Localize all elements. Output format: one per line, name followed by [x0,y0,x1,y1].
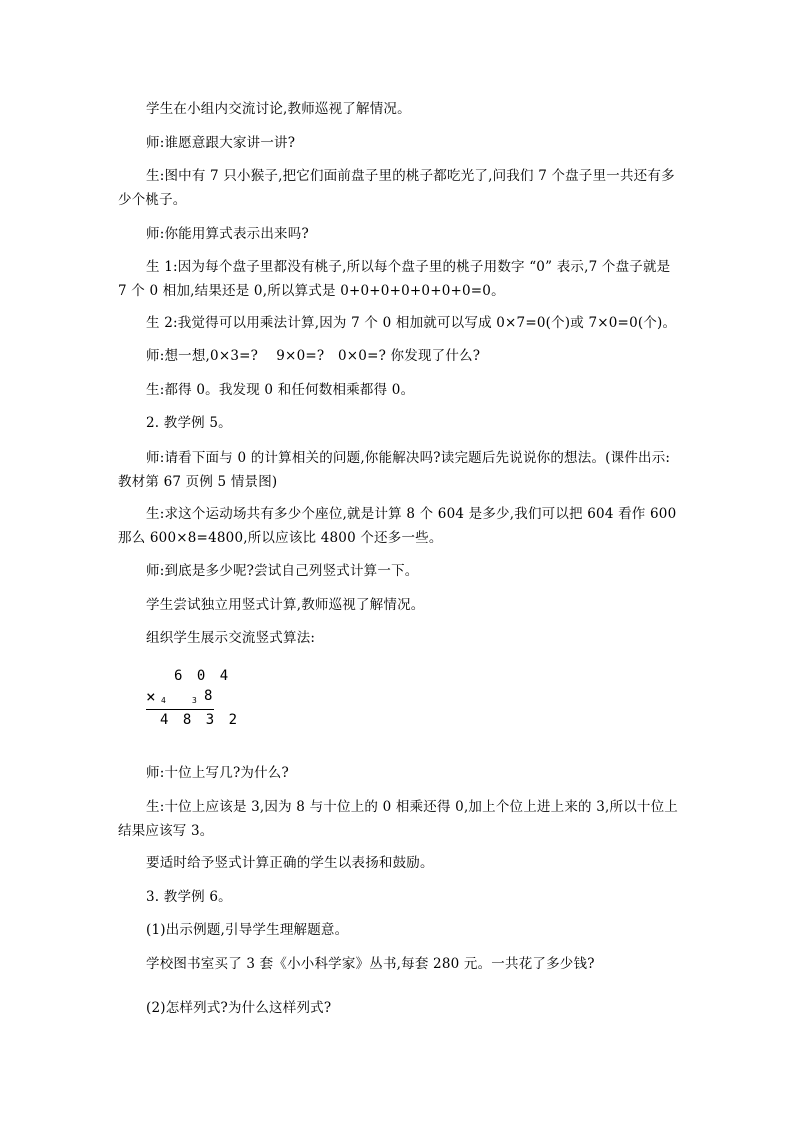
paragraph: (1)出示例题,引导学生理解题意。 [146,922,349,938]
paragraph: 生:图中有 7 只小猴子,把它们面前盘子里的桃子都吃光了,问我们 7 个盘子里一共还有多少个桃子。 [118,168,675,208]
carry-digit: 4 [161,696,166,705]
paragraph: 学生尝试独立用竖式计算,教师巡视了解情况。 [146,597,425,613]
paragraph: 要适时给予竖式计算正确的学生以表扬和鼓励。 [146,855,434,871]
product: 4 8 3 2 [160,712,241,728]
vertical-multiplication [146,668,241,732]
paragraph: 师:十位上写几?为什么? [146,765,289,781]
paragraph: 师:想一想,0×3=? 9×0=? 0×0=? 你发现了什么? [146,348,481,364]
paragraph: 学校图书室买了 3 套《小小科学家》丛书,每套 280 元。一共花了多少钱? [146,956,595,972]
section-heading: 2. 教学例 5。 [146,415,232,431]
paragraph: 组织学生展示交流竖式算法: [146,630,316,646]
paragraph: (2)怎样列式?为什么这样列式? [146,1000,332,1016]
paragraph: 师:请看下面与 0 的计算相关的问题,你能解决吗?读完题后先说说你的想法。(课件出示:教材第 67 页例 5 情景图) [118,450,671,490]
carry-digit: 3 [192,696,197,705]
paragraph: 生:都得 0。我发现 0 和任何数相乘都得 0。 [146,382,415,398]
paragraph: 师:到底是多少呢?尝试自己列竖式计算一下。 [146,563,419,579]
paragraph: 师:谁愿意跟大家讲一讲? [146,135,296,151]
paragraph: 生 1:因为每个盘子里都没有桃子,所以每个盘子里的桃子用数字 “0” 表示,7 个盘子就是 7 个 0 相加,结果还是 0,所以算式是 0+0+0+0+0+0+0=0。 [118,259,671,299]
paragraph: 生 2:我觉得可以用乘法计算,因为 7 个 0 相加就可以写成 0×7=0(个)或 7×0=0(个)。 [146,315,677,331]
section-heading: 3. 教学例 6。 [146,889,232,905]
paragraph: 师:你能用算式表示出来吗? [146,226,309,242]
paragraph: 学生在小组内交流讨论,教师巡视了解情况。 [146,101,411,117]
calc-rule-line [146,709,214,710]
multiplier: 8 [204,688,216,704]
multiply-sign: × [146,687,159,706]
multiplicand: 6 0 4 [174,668,232,684]
paragraph: 生:十位上应该是 3,因为 8 与十位上的 0 相乘还得 0,加上个位上进上来的 3,所以十位上结果应该写 3。 [118,799,679,839]
paragraph: 生:求这个运动场共有多少个座位,就是计算 8 个 604 是多少,我们可以把 604 看作 600那么 600×8=4800,所以应该比 4800 个还多一些。 [118,506,677,546]
